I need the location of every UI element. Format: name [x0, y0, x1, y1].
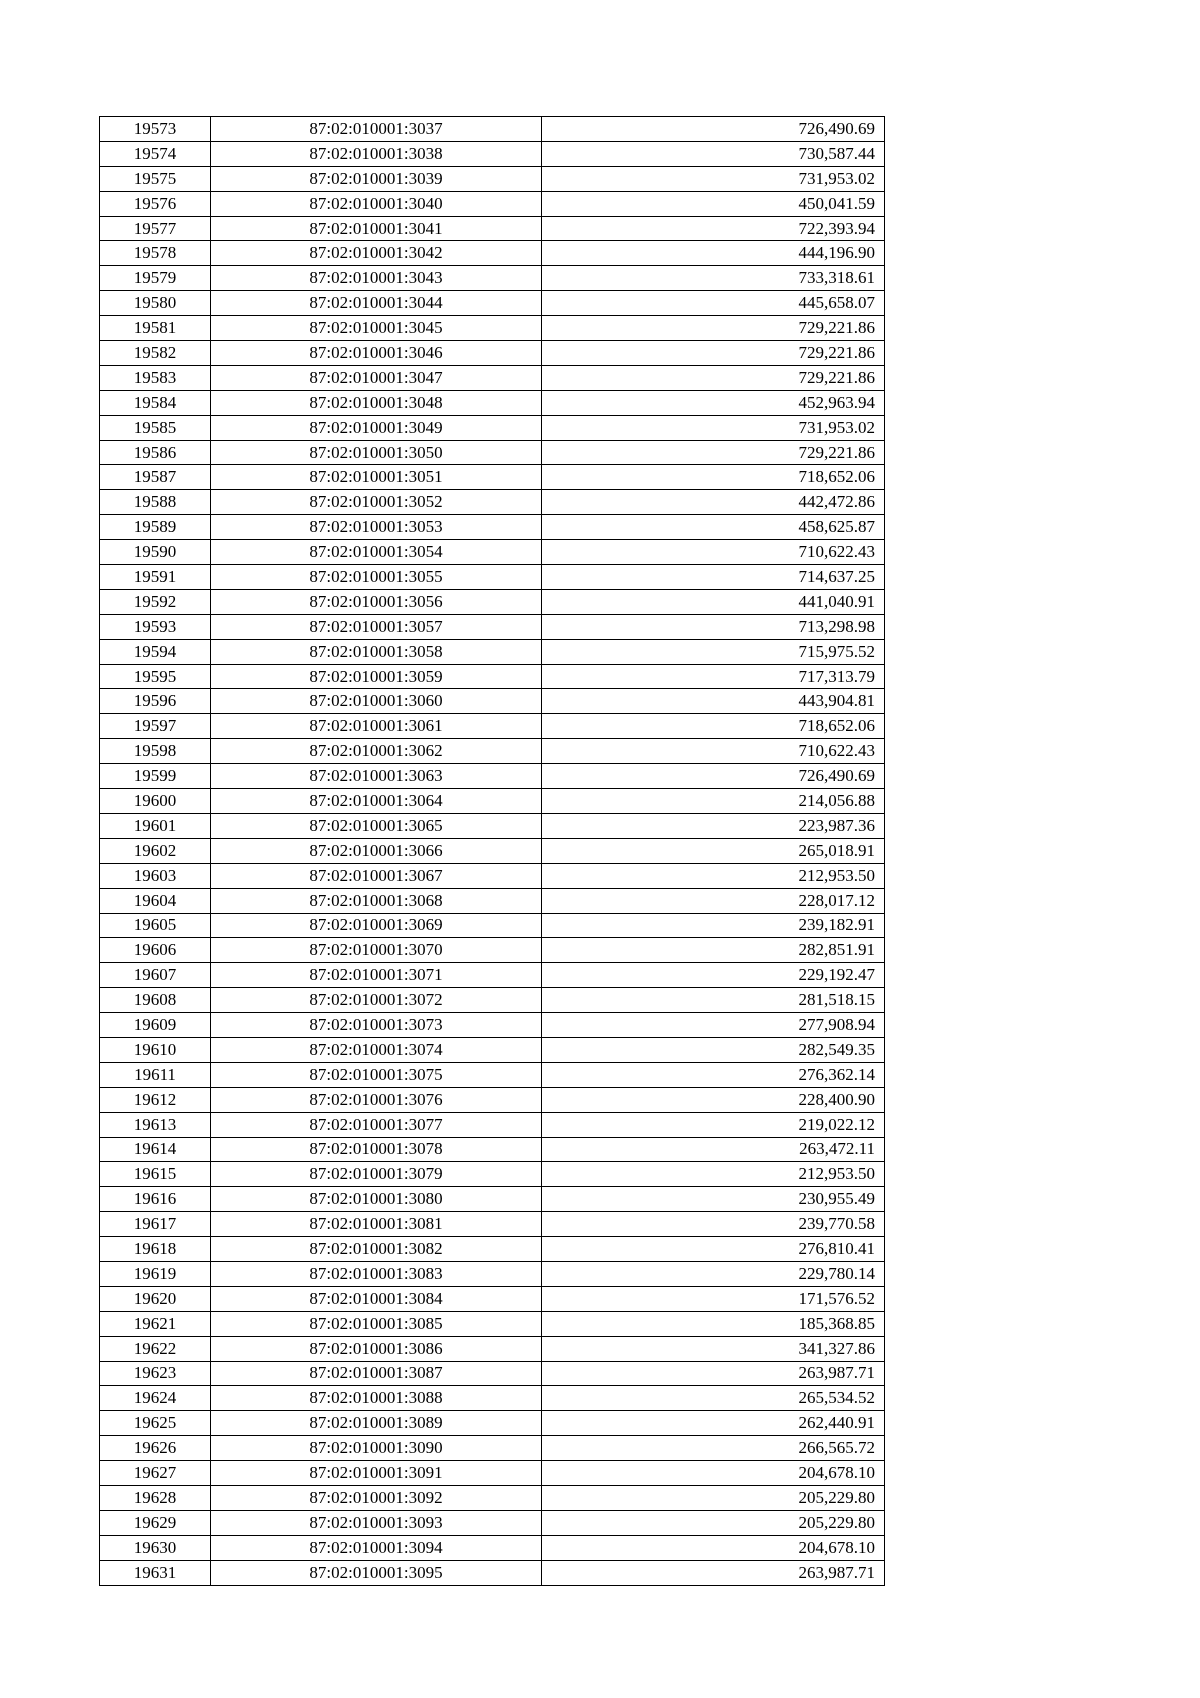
cadastral-number-cell: 87:02:010001:3065	[211, 813, 542, 838]
table-row	[100, 664, 885, 689]
row-number-cell: 19588	[100, 490, 211, 515]
cadastral-number-cell: 87:02:010001:3072	[211, 988, 542, 1013]
row-number-cell: 19603	[100, 863, 211, 888]
value-cell: 729,221.86	[542, 365, 885, 390]
row-number-cell: 19573	[100, 117, 211, 142]
value-cell: 726,490.69	[542, 764, 885, 789]
value-cell: 219,022.12	[542, 1112, 885, 1137]
cadastral-number-cell: 87:02:010001:3086	[211, 1336, 542, 1361]
value-cell: 729,221.86	[542, 440, 885, 465]
table-row	[100, 490, 885, 515]
table-row	[100, 540, 885, 565]
row-number-cell: 19611	[100, 1062, 211, 1087]
table-row	[100, 863, 885, 888]
value-cell: 230,955.49	[542, 1187, 885, 1212]
row-number-cell: 19618	[100, 1237, 211, 1262]
row-number-cell: 19626	[100, 1436, 211, 1461]
row-number-cell: 19578	[100, 241, 211, 266]
cadastral-number-cell: 87:02:010001:3076	[211, 1087, 542, 1112]
table-row	[100, 440, 885, 465]
row-number-cell: 19629	[100, 1510, 211, 1535]
value-cell: 282,851.91	[542, 938, 885, 963]
table-row	[100, 1137, 885, 1162]
row-number-cell: 19582	[100, 341, 211, 366]
cadastral-number-cell: 87:02:010001:3082	[211, 1237, 542, 1262]
table-row	[100, 1386, 885, 1411]
table-row	[100, 639, 885, 664]
value-cell: 714,637.25	[542, 565, 885, 590]
row-number-cell: 19577	[100, 216, 211, 241]
value-cell: 265,018.91	[542, 838, 885, 863]
row-number-cell: 19586	[100, 440, 211, 465]
table-row	[100, 1485, 885, 1510]
cadastral-number-cell: 87:02:010001:3045	[211, 316, 542, 341]
table-row	[100, 789, 885, 814]
table-row	[100, 565, 885, 590]
value-cell: 441,040.91	[542, 589, 885, 614]
cadastral-number-cell: 87:02:010001:3063	[211, 764, 542, 789]
cadastral-number-cell: 87:02:010001:3050	[211, 440, 542, 465]
table-row	[100, 117, 885, 142]
row-number-cell: 19600	[100, 789, 211, 814]
cadastral-number-cell: 87:02:010001:3038	[211, 141, 542, 166]
cadastral-number-cell: 87:02:010001:3094	[211, 1535, 542, 1560]
row-number-cell: 19612	[100, 1087, 211, 1112]
table-row	[100, 838, 885, 863]
table-row	[100, 739, 885, 764]
row-number-cell: 19587	[100, 465, 211, 490]
table-row	[100, 1411, 885, 1436]
row-number-cell: 19590	[100, 540, 211, 565]
value-cell: 266,565.72	[542, 1436, 885, 1461]
cadastral-number-cell: 87:02:010001:3060	[211, 689, 542, 714]
cadastral-number-cell: 87:02:010001:3056	[211, 589, 542, 614]
row-number-cell: 19583	[100, 365, 211, 390]
value-cell: 444,196.90	[542, 241, 885, 266]
value-cell: 262,440.91	[542, 1411, 885, 1436]
table-row	[100, 714, 885, 739]
cadastral-number-cell: 87:02:010001:3083	[211, 1261, 542, 1286]
row-number-cell: 19602	[100, 838, 211, 863]
table-row	[100, 1212, 885, 1237]
value-cell: 263,472.11	[542, 1137, 885, 1162]
value-cell: 450,041.59	[542, 191, 885, 216]
table-row	[100, 216, 885, 241]
table-row	[100, 1013, 885, 1038]
table-row	[100, 341, 885, 366]
row-number-cell: 19621	[100, 1311, 211, 1336]
cadastral-number-cell: 87:02:010001:3079	[211, 1162, 542, 1187]
row-number-cell: 19607	[100, 963, 211, 988]
row-number-cell: 19575	[100, 166, 211, 191]
cadastral-number-cell: 87:02:010001:3070	[211, 938, 542, 963]
row-number-cell: 19584	[100, 390, 211, 415]
table-row	[100, 689, 885, 714]
cadastral-number-cell: 87:02:010001:3091	[211, 1461, 542, 1486]
row-number-cell: 19597	[100, 714, 211, 739]
cadastral-number-cell: 87:02:010001:3041	[211, 216, 542, 241]
cadastral-number-cell: 87:02:010001:3059	[211, 664, 542, 689]
value-cell: 282,549.35	[542, 1037, 885, 1062]
row-number-cell: 19595	[100, 664, 211, 689]
row-number-cell: 19593	[100, 614, 211, 639]
table-row	[100, 291, 885, 316]
value-cell: 276,810.41	[542, 1237, 885, 1262]
table-row	[100, 365, 885, 390]
value-cell: 263,987.71	[542, 1361, 885, 1386]
cadastral-number-cell: 87:02:010001:3064	[211, 789, 542, 814]
cadastral-number-cell: 87:02:010001:3074	[211, 1037, 542, 1062]
row-number-cell: 19613	[100, 1112, 211, 1137]
cadastral-number-cell: 87:02:010001:3061	[211, 714, 542, 739]
value-cell: 276,362.14	[542, 1062, 885, 1087]
row-number-cell: 19594	[100, 639, 211, 664]
cadastral-number-cell: 87:02:010001:3093	[211, 1510, 542, 1535]
table-row	[100, 465, 885, 490]
row-number-cell: 19617	[100, 1212, 211, 1237]
cadastral-number-cell: 87:02:010001:3055	[211, 565, 542, 590]
value-cell: 228,400.90	[542, 1087, 885, 1112]
cadastral-number-cell: 87:02:010001:3057	[211, 614, 542, 639]
row-number-cell: 19606	[100, 938, 211, 963]
table-row	[100, 1112, 885, 1137]
table-row	[100, 963, 885, 988]
table-row	[100, 1510, 885, 1535]
table-body	[100, 117, 885, 1586]
value-cell: 205,229.80	[542, 1510, 885, 1535]
row-number-cell: 19576	[100, 191, 211, 216]
row-number-cell: 19581	[100, 316, 211, 341]
cadastral-number-cell: 87:02:010001:3078	[211, 1137, 542, 1162]
value-cell: 212,953.50	[542, 1162, 885, 1187]
row-number-cell: 19623	[100, 1361, 211, 1386]
table-row	[100, 316, 885, 341]
table-row	[100, 813, 885, 838]
value-cell: 214,056.88	[542, 789, 885, 814]
row-number-cell: 19580	[100, 291, 211, 316]
cadastral-number-cell: 87:02:010001:3062	[211, 739, 542, 764]
value-cell: 713,298.98	[542, 614, 885, 639]
row-number-cell: 19609	[100, 1013, 211, 1038]
value-cell: 277,908.94	[542, 1013, 885, 1038]
cadastral-number-cell: 87:02:010001:3044	[211, 291, 542, 316]
cadastral-number-cell: 87:02:010001:3039	[211, 166, 542, 191]
row-number-cell: 19615	[100, 1162, 211, 1187]
cadastral-number-cell: 87:02:010001:3067	[211, 863, 542, 888]
value-cell: 733,318.61	[542, 266, 885, 291]
value-cell: 729,221.86	[542, 341, 885, 366]
table-row	[100, 1361, 885, 1386]
value-cell: 443,904.81	[542, 689, 885, 714]
cadastral-number-cell: 87:02:010001:3085	[211, 1311, 542, 1336]
row-number-cell: 19630	[100, 1535, 211, 1560]
table-row	[100, 415, 885, 440]
table-row	[100, 614, 885, 639]
cadastral-number-cell: 87:02:010001:3077	[211, 1112, 542, 1137]
table-row	[100, 1062, 885, 1087]
cadastral-number-cell: 87:02:010001:3040	[211, 191, 542, 216]
table-row	[100, 938, 885, 963]
table-row	[100, 1436, 885, 1461]
row-number-cell: 19596	[100, 689, 211, 714]
row-number-cell: 19601	[100, 813, 211, 838]
row-number-cell: 19598	[100, 739, 211, 764]
table-row	[100, 141, 885, 166]
cadastral-number-cell: 87:02:010001:3052	[211, 490, 542, 515]
value-cell: 239,182.91	[542, 913, 885, 938]
value-cell: 229,780.14	[542, 1261, 885, 1286]
cadastral-number-cell: 87:02:010001:3081	[211, 1212, 542, 1237]
cadastral-number-cell: 87:02:010001:3084	[211, 1286, 542, 1311]
value-cell: 710,622.43	[542, 540, 885, 565]
value-cell: 715,975.52	[542, 639, 885, 664]
value-cell: 212,953.50	[542, 863, 885, 888]
cadastral-number-cell: 87:02:010001:3048	[211, 390, 542, 415]
value-cell: 726,490.69	[542, 117, 885, 142]
value-cell: 341,327.86	[542, 1336, 885, 1361]
row-number-cell: 19574	[100, 141, 211, 166]
row-number-cell: 19631	[100, 1560, 211, 1585]
table-row	[100, 515, 885, 540]
cadastral-number-cell: 87:02:010001:3069	[211, 913, 542, 938]
cadastral-number-cell: 87:02:010001:3087	[211, 1361, 542, 1386]
cadastral-number-cell: 87:02:010001:3046	[211, 341, 542, 366]
cadastral-number-cell: 87:02:010001:3047	[211, 365, 542, 390]
table-row	[100, 1535, 885, 1560]
value-cell: 452,963.94	[542, 390, 885, 415]
cadastral-number-cell: 87:02:010001:3075	[211, 1062, 542, 1087]
row-number-cell: 19610	[100, 1037, 211, 1062]
cadastral-value-table	[99, 116, 885, 1586]
value-cell: 204,678.10	[542, 1461, 885, 1486]
value-cell: 171,576.52	[542, 1286, 885, 1311]
row-number-cell: 19625	[100, 1411, 211, 1436]
value-cell: 185,368.85	[542, 1311, 885, 1336]
cadastral-number-cell: 87:02:010001:3073	[211, 1013, 542, 1038]
value-cell: 729,221.86	[542, 316, 885, 341]
row-number-cell: 19591	[100, 565, 211, 590]
row-number-cell: 19605	[100, 913, 211, 938]
row-number-cell: 19604	[100, 888, 211, 913]
cadastral-number-cell: 87:02:010001:3080	[211, 1187, 542, 1212]
cadastral-number-cell: 87:02:010001:3054	[211, 540, 542, 565]
cadastral-number-cell: 87:02:010001:3053	[211, 515, 542, 540]
row-number-cell: 19616	[100, 1187, 211, 1212]
cadastral-number-cell: 87:02:010001:3051	[211, 465, 542, 490]
value-cell: 722,393.94	[542, 216, 885, 241]
value-cell: 205,229.80	[542, 1485, 885, 1510]
value-cell: 281,518.15	[542, 988, 885, 1013]
table-row	[100, 1311, 885, 1336]
table-row	[100, 1187, 885, 1212]
value-cell: 458,625.87	[542, 515, 885, 540]
cadastral-number-cell: 87:02:010001:3042	[211, 241, 542, 266]
row-number-cell: 19599	[100, 764, 211, 789]
cadastral-number-cell: 87:02:010001:3088	[211, 1386, 542, 1411]
value-cell: 718,652.06	[542, 465, 885, 490]
table-row	[100, 390, 885, 415]
table-row	[100, 191, 885, 216]
value-cell: 717,313.79	[542, 664, 885, 689]
row-number-cell: 19628	[100, 1485, 211, 1510]
value-cell: 718,652.06	[542, 714, 885, 739]
table-row	[100, 266, 885, 291]
cadastral-number-cell: 87:02:010001:3092	[211, 1485, 542, 1510]
table-row	[100, 1087, 885, 1112]
row-number-cell: 19608	[100, 988, 211, 1013]
table-row	[100, 764, 885, 789]
value-cell: 730,587.44	[542, 141, 885, 166]
value-cell: 445,658.07	[542, 291, 885, 316]
cadastral-number-cell: 87:02:010001:3068	[211, 888, 542, 913]
table-row	[100, 1461, 885, 1486]
value-cell: 239,770.58	[542, 1212, 885, 1237]
row-number-cell: 19622	[100, 1336, 211, 1361]
cadastral-number-cell: 87:02:010001:3095	[211, 1560, 542, 1585]
table-row	[100, 166, 885, 191]
cadastral-number-cell: 87:02:010001:3058	[211, 639, 542, 664]
row-number-cell: 19585	[100, 415, 211, 440]
table-row	[100, 1037, 885, 1062]
cadastral-number-cell: 87:02:010001:3071	[211, 963, 542, 988]
table-row	[100, 241, 885, 266]
table-row	[100, 913, 885, 938]
table-row	[100, 1261, 885, 1286]
row-number-cell: 19619	[100, 1261, 211, 1286]
value-cell: 710,622.43	[542, 739, 885, 764]
cadastral-number-cell: 87:02:010001:3049	[211, 415, 542, 440]
table-row	[100, 1286, 885, 1311]
row-number-cell: 19589	[100, 515, 211, 540]
value-cell: 731,953.02	[542, 415, 885, 440]
row-number-cell: 19579	[100, 266, 211, 291]
table-row	[100, 1162, 885, 1187]
value-cell: 263,987.71	[542, 1560, 885, 1585]
value-cell: 229,192.47	[542, 963, 885, 988]
row-number-cell: 19624	[100, 1386, 211, 1411]
cadastral-number-cell: 87:02:010001:3066	[211, 838, 542, 863]
table-row	[100, 1336, 885, 1361]
value-cell: 228,017.12	[542, 888, 885, 913]
value-cell: 204,678.10	[542, 1535, 885, 1560]
table-row	[100, 1560, 885, 1585]
table-row	[100, 1237, 885, 1262]
cadastral-number-cell: 87:02:010001:3037	[211, 117, 542, 142]
table-row	[100, 589, 885, 614]
table-row	[100, 888, 885, 913]
cadastral-number-cell: 87:02:010001:3089	[211, 1411, 542, 1436]
value-cell: 731,953.02	[542, 166, 885, 191]
cadastral-number-cell: 87:02:010001:3043	[211, 266, 542, 291]
value-cell: 223,987.36	[542, 813, 885, 838]
row-number-cell: 19627	[100, 1461, 211, 1486]
row-number-cell: 19620	[100, 1286, 211, 1311]
value-cell: 442,472.86	[542, 490, 885, 515]
value-cell: 265,534.52	[542, 1386, 885, 1411]
cadastral-number-cell: 87:02:010001:3090	[211, 1436, 542, 1461]
row-number-cell: 19614	[100, 1137, 211, 1162]
table-row	[100, 988, 885, 1013]
row-number-cell: 19592	[100, 589, 211, 614]
